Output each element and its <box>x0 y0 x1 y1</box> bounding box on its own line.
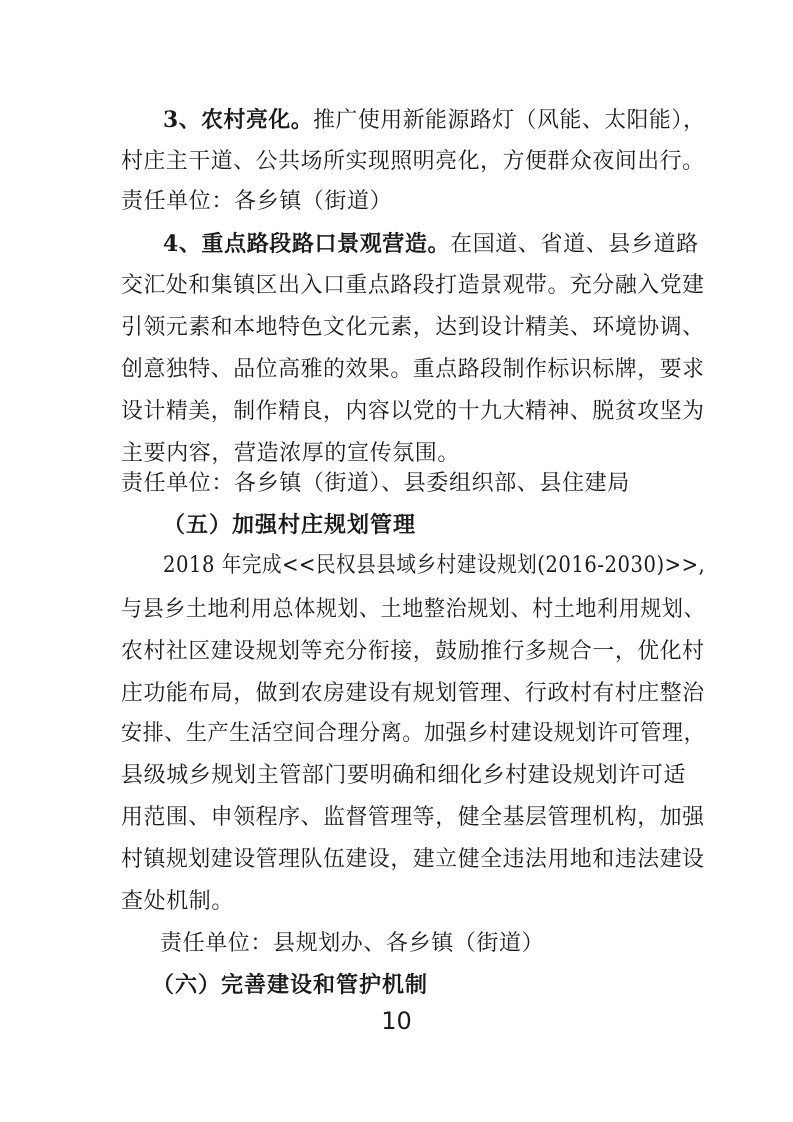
responsible-unit-4: 责任单位：各乡镇（街道）、县委组织部、县住建局 <box>121 471 630 496</box>
section5-line-3: 农村社区建设规划等充分衔接，鼓励推行多规合一，优化村 <box>121 639 705 664</box>
paragraph-rural-lighting-line-2: 村庄主干道、公共场所实现照明亮化，方便群众夜间出行。 <box>121 149 705 174</box>
landscape-title: 4、重点路段路口景观营造。 <box>163 231 451 257</box>
rural-lighting-title: 3、农村亮化。 <box>163 107 314 133</box>
paragraph-landscape-line-4: 创意独特、品位高雅的效果。重点路段制作标识标牌，要求 <box>121 357 705 382</box>
section5-line-8: 村镇规划建设管理队伍建设，建立健全违法用地和违法建设 <box>121 847 705 872</box>
paragraph-landscape-line-3: 引领元素和本地特色文化元素，达到设计精美、环境协调、 <box>121 315 705 340</box>
section-heading-6: （六）完善建设和管护机制 <box>152 973 429 998</box>
paragraph-landscape-line-1: 4、重点路段路口景观营造。在国道、省道、县乡道路 <box>163 231 699 257</box>
responsible-unit-3: 责任单位：各乡镇（街道） <box>121 189 393 214</box>
section-heading-5: （五）加强村庄规划管理 <box>163 513 417 538</box>
paragraph-rural-lighting-line-1: 3、农村亮化。推广使用新能源路灯（风能、太阳能）， <box>163 107 706 133</box>
paragraph-landscape-line-2: 交汇处和集镇区出入口重点路段打造景观带。充分融入党建 <box>121 273 705 298</box>
section5-line-9: 查处机制。 <box>121 889 235 914</box>
page-number: 10 <box>381 1007 412 1035</box>
section5-line-1: 2018 年完成<<民权县县域乡村建设规划(2016-2030)>>, <box>163 553 706 578</box>
section5-line-2: 与县乡土地利用总体规划、土地整治规划、村土地利用规划、 <box>121 597 706 622</box>
section5-line-6: 县级城乡规划主管部门要明确和细化乡村建设规划许可适 <box>121 763 687 788</box>
paragraph-landscape-line-6: 主要内容，营造浓厚的宣传氛围。 <box>121 441 461 466</box>
paragraph-landscape-line-5: 设计精美，制作精良，内容以党的十九大精神、脱贫攻坚为 <box>121 399 705 424</box>
section5-line-7: 用范围、申领程序、监督管理等，健全基层管理机构，加强 <box>121 805 705 830</box>
section5-line-4: 庄功能布局，做到农房建设有规划管理、行政村有村庄整治 <box>121 681 705 706</box>
section5-line-5: 安排、生产生活空间合理分离。加强乡村建设规划许可管理， <box>121 721 706 746</box>
responsible-unit-5: 责任单位：县规划办、各乡镇（街道） <box>160 931 545 956</box>
